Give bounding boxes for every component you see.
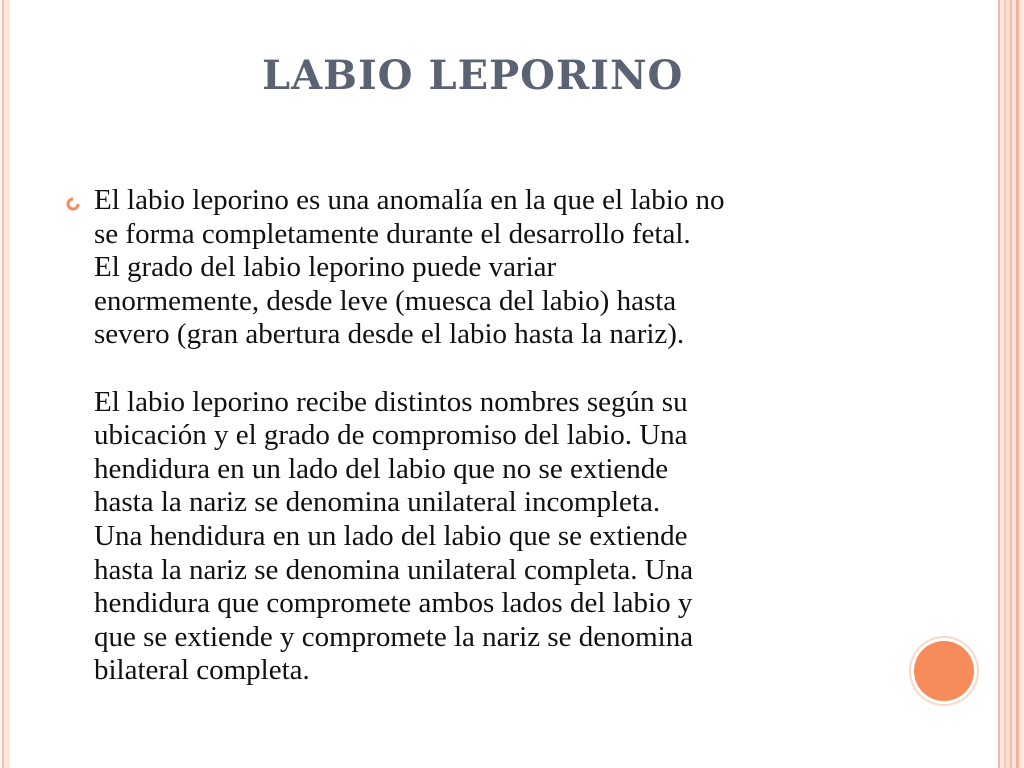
slide-title: LABIO LEPORINO — [262, 52, 684, 99]
orange-circle-decoration — [914, 641, 974, 701]
paragraph-classification: El labio leporino recibe distintos nombres según su ubicación y el grado de compromiso del labio. Una hendidura en un lado del labio que no se extiende hasta la nariz se denomina unilateral incompleta. Una hendidura en un lado del labio que se extiende hasta la nariz se denomina unilateral completa. Una hendidura que compromete ambos lados del labio y que se extiende y compromete la nariz se denomina bilateral completa. — [94, 385, 694, 687]
right-stripes-decoration — [974, 0, 1024, 768]
paragraph-definition: El labio leporino es una anomalía en la que el labio no se forma completamente durante el desarrollo fetal. El grado del labio leporino puede variar enormemente, desde leve (muesca del labio) hasta severo (gran abertura desde el labio hasta la nariz). — [94, 184, 725, 351]
left-border-decoration — [0, 0, 10, 768]
bullet-list — [94, 184, 894, 688]
paragraph-spacer — [94, 352, 894, 386]
orange-circle-bullet-icon — [66, 197, 80, 211]
